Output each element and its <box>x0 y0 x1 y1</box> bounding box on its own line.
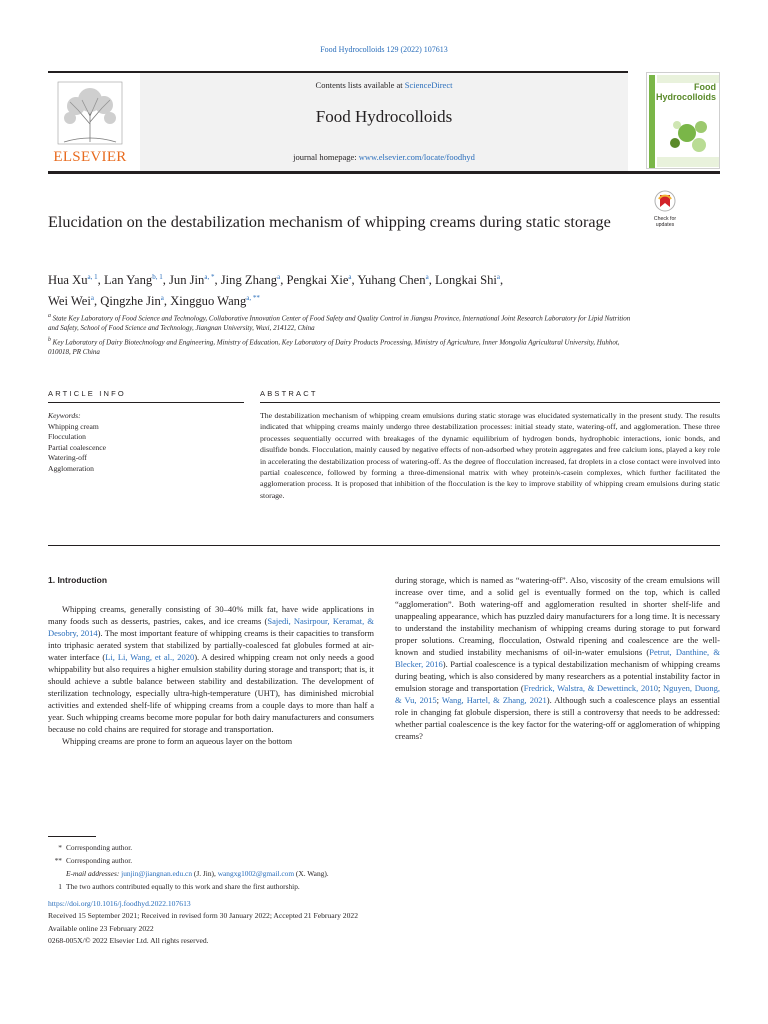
author-separator: , <box>280 273 287 288</box>
footnote-symbol: * <box>58 843 62 852</box>
available-online-date: Available online 23 February 2022 <box>48 923 154 933</box>
masthead-bottom-rule <box>48 171 720 174</box>
cover-title <box>654 82 716 102</box>
keyword-item: Flocculation <box>48 432 86 441</box>
author-entry[interactable] <box>48 294 100 308</box>
keywords-label: Keywords: <box>48 411 81 420</box>
abstract-bottom-rule <box>48 545 720 546</box>
paragraph-text: during storage, which is named as “watering-off”. Also, viscosity of the cream emulsions will increase over time, and a solid gel is eventually formed on the top, which is called “agglomeration”. Both watering-off and agglomeration resulted in shorter shelf-life and unappealing appearance, which has puzzled dairy manufacturers for a long time. It is necessary to understand the instability mechanism of whipping creams during storage to put forward proper solutions. Creaming, flocculation, Ostwald ripening and coalescence are the well-known and studied instability mechanisms of oil-in-water emulsions ( <box>395 575 720 657</box>
author-affiliation-mark[interactable]: a, * <box>204 273 215 281</box>
author-name[interactable]: Qingzhe Jin <box>100 294 161 309</box>
footnote-equal-contribution <box>48 880 648 893</box>
contents-lists-line <box>140 80 628 90</box>
author-entry[interactable] <box>104 273 169 287</box>
article-info-rule <box>48 402 244 403</box>
copyright-line: 0268-005X/© 2022 Elsevier Ltd. All rights reserved. <box>48 935 209 945</box>
journal-reference[interactable]: Food Hydrocolloids 129 (2022) 107613 <box>320 45 448 54</box>
author-separator: , <box>163 294 171 309</box>
citation-link[interactable]: Li, Li, Wang, et al., 2020 <box>105 652 195 662</box>
author-name[interactable]: Yuhang Chen <box>357 273 426 288</box>
author-entry[interactable] <box>357 273 435 287</box>
author-entry[interactable] <box>100 294 170 308</box>
author-affiliation-mark[interactable]: a <box>348 273 352 281</box>
email-label: E-mail addresses: <box>66 869 120 878</box>
keyword-item: Watering-off <box>48 453 87 462</box>
citation-link[interactable]: Fredrick, Walstra, & Dewettinck, 2010 <box>523 683 658 693</box>
author-entry[interactable] <box>48 273 104 287</box>
affiliation-mark: a <box>48 313 51 319</box>
homepage-prefix: journal homepage: <box>293 152 359 162</box>
footnotes <box>48 841 648 893</box>
paragraph-text: Whipping creams, generally consisting of 30–40% milk fat, have wide applications in many foods such as desserts, pastries, cakes, and ice creams ( <box>48 604 374 626</box>
author-affiliation-mark[interactable]: a <box>90 294 94 303</box>
email-link-jin[interactable]: junjin@jiangnan.edu.cn <box>121 869 193 878</box>
paragraph-text: ; <box>657 683 664 693</box>
footnote-corresponding-2 <box>48 854 648 867</box>
footnote-text: Corresponding author. <box>66 843 133 852</box>
doi-link[interactable]: https://doi.org/10.1016/j.foodhyd.2022.107613 <box>48 899 191 908</box>
email-link-wang[interactable]: wangxg1002@gmail.com <box>217 869 295 878</box>
journal-homepage-line <box>140 152 628 162</box>
updates-badge-line-1: Check for <box>653 216 677 222</box>
elsevier-wordmark[interactable]: ELSEVIER <box>53 149 127 165</box>
journal-title: Food Hydrocolloids <box>315 107 453 126</box>
article-info-heading: ARTICLE INFO <box>48 389 126 398</box>
author-affiliation-mark[interactable]: a, ** <box>246 294 260 303</box>
affiliation-a <box>48 311 638 333</box>
author-separator: , <box>162 273 170 288</box>
check-for-updates-icon[interactable] <box>648 189 682 229</box>
masthead-top-rule <box>48 71 628 73</box>
author-affiliation-mark[interactable]: a <box>496 273 501 281</box>
paragraph-text: ). The most important feature of whipping creams is their capacities to transform into triphasic aerated system that stabilized by partially-coalesced fat globules formed at air-water interface ( <box>48 628 375 662</box>
abstract-heading: ABSTRACT <box>260 389 318 398</box>
publication-info <box>48 898 648 947</box>
author-separator: , <box>428 273 435 288</box>
affiliation-mark: b <box>48 337 51 343</box>
footnote-symbol: ** <box>54 856 62 865</box>
citation-link[interactable]: Sajedi, Nasirpour, Keramat, & Desobry, 2014 <box>48 616 374 638</box>
affiliation-text: State Key Laboratory of Food Science and Technology, Collaborative Innovation Center of Food Safety and Quality Control in Jiangsu Province, International Joint Research Laboratory for Lipid Nutrition and Safety, School of Food Science and Technology, Jiangnan University, Wuxi, 214122, China <box>48 314 631 333</box>
received-dates: Received 15 September 2021; Received in revised form 30 January 2022; Accepted 21 February 2022 <box>48 911 358 921</box>
introduction-paragraph-2: Whipping creams are prone to form an aqueous layer on the bottom <box>62 736 293 746</box>
keywords-block <box>48 411 248 474</box>
email-owner: (X. Wang). <box>294 869 329 878</box>
author-separator: , <box>351 273 358 288</box>
author-entry[interactable] <box>221 273 287 287</box>
author-name[interactable]: Jing Zhang <box>220 273 278 288</box>
journal-homepage-link[interactable]: www.elsevier.com/locate/foodhyd <box>358 152 475 162</box>
footnote-rule <box>48 836 96 837</box>
author-separator: , <box>500 273 504 288</box>
author-entry[interactable] <box>435 273 503 287</box>
citation-link[interactable]: Petrut, Danthine, & Blecker, 2016 <box>395 647 720 669</box>
author-affiliation-mark[interactable]: a <box>425 273 429 281</box>
author-affiliation-mark[interactable]: a <box>160 294 164 303</box>
author-list <box>48 268 648 310</box>
paragraph-text: ; <box>436 695 442 705</box>
cover-title-line-1: Food <box>694 82 716 92</box>
citation-link[interactable]: Wang, Hartel, & Zhang, 2021 <box>441 695 547 705</box>
author-entry[interactable] <box>169 273 221 287</box>
author-entry[interactable] <box>287 273 358 287</box>
keyword-item: Agglomeration <box>48 463 94 473</box>
author-affiliation-mark[interactable]: a, 1 <box>87 273 98 281</box>
author-affiliation-mark[interactable]: a <box>277 273 281 281</box>
author-name[interactable]: Xingguo Wang <box>170 294 247 309</box>
footnote-corresponding-1 <box>48 841 648 854</box>
footnote-text: The two authors contributed equally to this work and share the first authorship. <box>66 882 300 891</box>
author-separator: , <box>93 294 101 309</box>
affiliation-b <box>48 335 638 357</box>
author-name[interactable]: Pengkai Xie <box>286 273 349 288</box>
abstract-rule <box>260 402 720 403</box>
introduction-paragraph-continued <box>395 574 720 742</box>
paragraph-text: ). Partial coalescence is a typical destabilization mechanism of whipping creams during beating, which is also considered by many researchers as a potential instability factor in emulsion storage and transportation ( <box>395 659 720 693</box>
footnote-symbol: 1 <box>58 882 62 891</box>
affiliation-text: Key Laboratory of Dairy Biotechnology and Engineering, Ministry of Education, Key Laboratory of Dairy Products Processing, Ministry of Agriculture, Inner Mongolia Agricultural University, Huhhot, 010018, PR China <box>48 338 620 357</box>
author-separator: , <box>214 273 221 288</box>
body-column-left <box>48 574 374 747</box>
cover-title-line-2: Hydrocolloids <box>655 92 716 102</box>
article-title: Elucidation on the destabilization mechanism of whipping creams during static storage <box>48 213 611 231</box>
keyword-item: Partial coalescence <box>48 442 106 452</box>
contents-lists-prefix: Contents lists available at <box>315 80 405 90</box>
introduction-heading: 1. Introduction <box>48 575 108 585</box>
author-separator: , <box>97 273 104 288</box>
introduction-paragraph-1 <box>48 603 374 735</box>
author-name[interactable]: Jun Jin <box>169 273 205 288</box>
author-name[interactable]: Wei Wei <box>48 294 91 309</box>
keyword-item: Whipping cream <box>48 421 99 431</box>
footnote-text: Corresponding author. <box>66 856 133 865</box>
author-entry[interactable] <box>170 294 260 308</box>
body-column-right <box>395 574 720 742</box>
author-affiliation-mark[interactable]: b, 1 <box>152 273 163 281</box>
paragraph-text: ). Although such a coalescence plays an essential role in changing fat globule dispersion, there is still a controversy that needs to be addressed: whether partial coalescence is the key factor for the watering-off or agglomeration of whipping creams? <box>395 695 720 741</box>
author-name[interactable]: Hua Xu <box>48 273 88 288</box>
author-name[interactable]: Longkai Shi <box>434 273 497 288</box>
citation-link[interactable]: Nguyen, Duong, & Vu, 2015 <box>395 683 720 705</box>
footnote-emails <box>48 867 648 880</box>
paragraph-text: ). A desired whipping cream not only needs a good whippability but also requires a higher emulsion stability during storage and transport; that is, it should achieve a subtle balance between stability and destabilization. The development of sterilization technology, especially ultra-high-temperature (UHT), has diminished microbial activities and extended shelf-life of whipping creams from a couple days to more than half a year. Such whipping creams become more popular for both dairy manufacturers and consumers because no cold chains are required for storage and transportation. <box>48 652 374 734</box>
updates-badge-line-2: updates <box>655 222 675 228</box>
sciencedirect-link[interactable]: ScienceDirect <box>404 80 453 90</box>
abstract-text: The destabilization mechanism of whipping cream emulsions during static storage was elucidated systematically in the present study. The results indicated that whipping creams mainly undergo three destabilization processes: initial steady state, watering-off, and agglomeration. These three processes sequentially occurred with breakages of the dynamic equilibrium of hydrogen bonds, hydrophobic interactions, ionic bonds, and disulfide bonds. Flocculation, mainly caused by negative effects of non-adsorbed whey protein aggregates and free calcium ions, played a key role in accelerating the destabilization process of watering-off. As the degree of flocculation increased, fat droplets in a close contact were involved into partial coalescence, followed by forming a three-dimensional matrix with whey protein/κ-casein complexes, which further facilitated the agglomeration process. It is proposed that inhibition of the flocculation is the key to improve stability of whipping cream emulsions during static storage. <box>260 411 720 500</box>
email-owner: (J. Jin), <box>192 869 218 878</box>
author-name[interactable]: Lan Yang <box>103 273 153 288</box>
